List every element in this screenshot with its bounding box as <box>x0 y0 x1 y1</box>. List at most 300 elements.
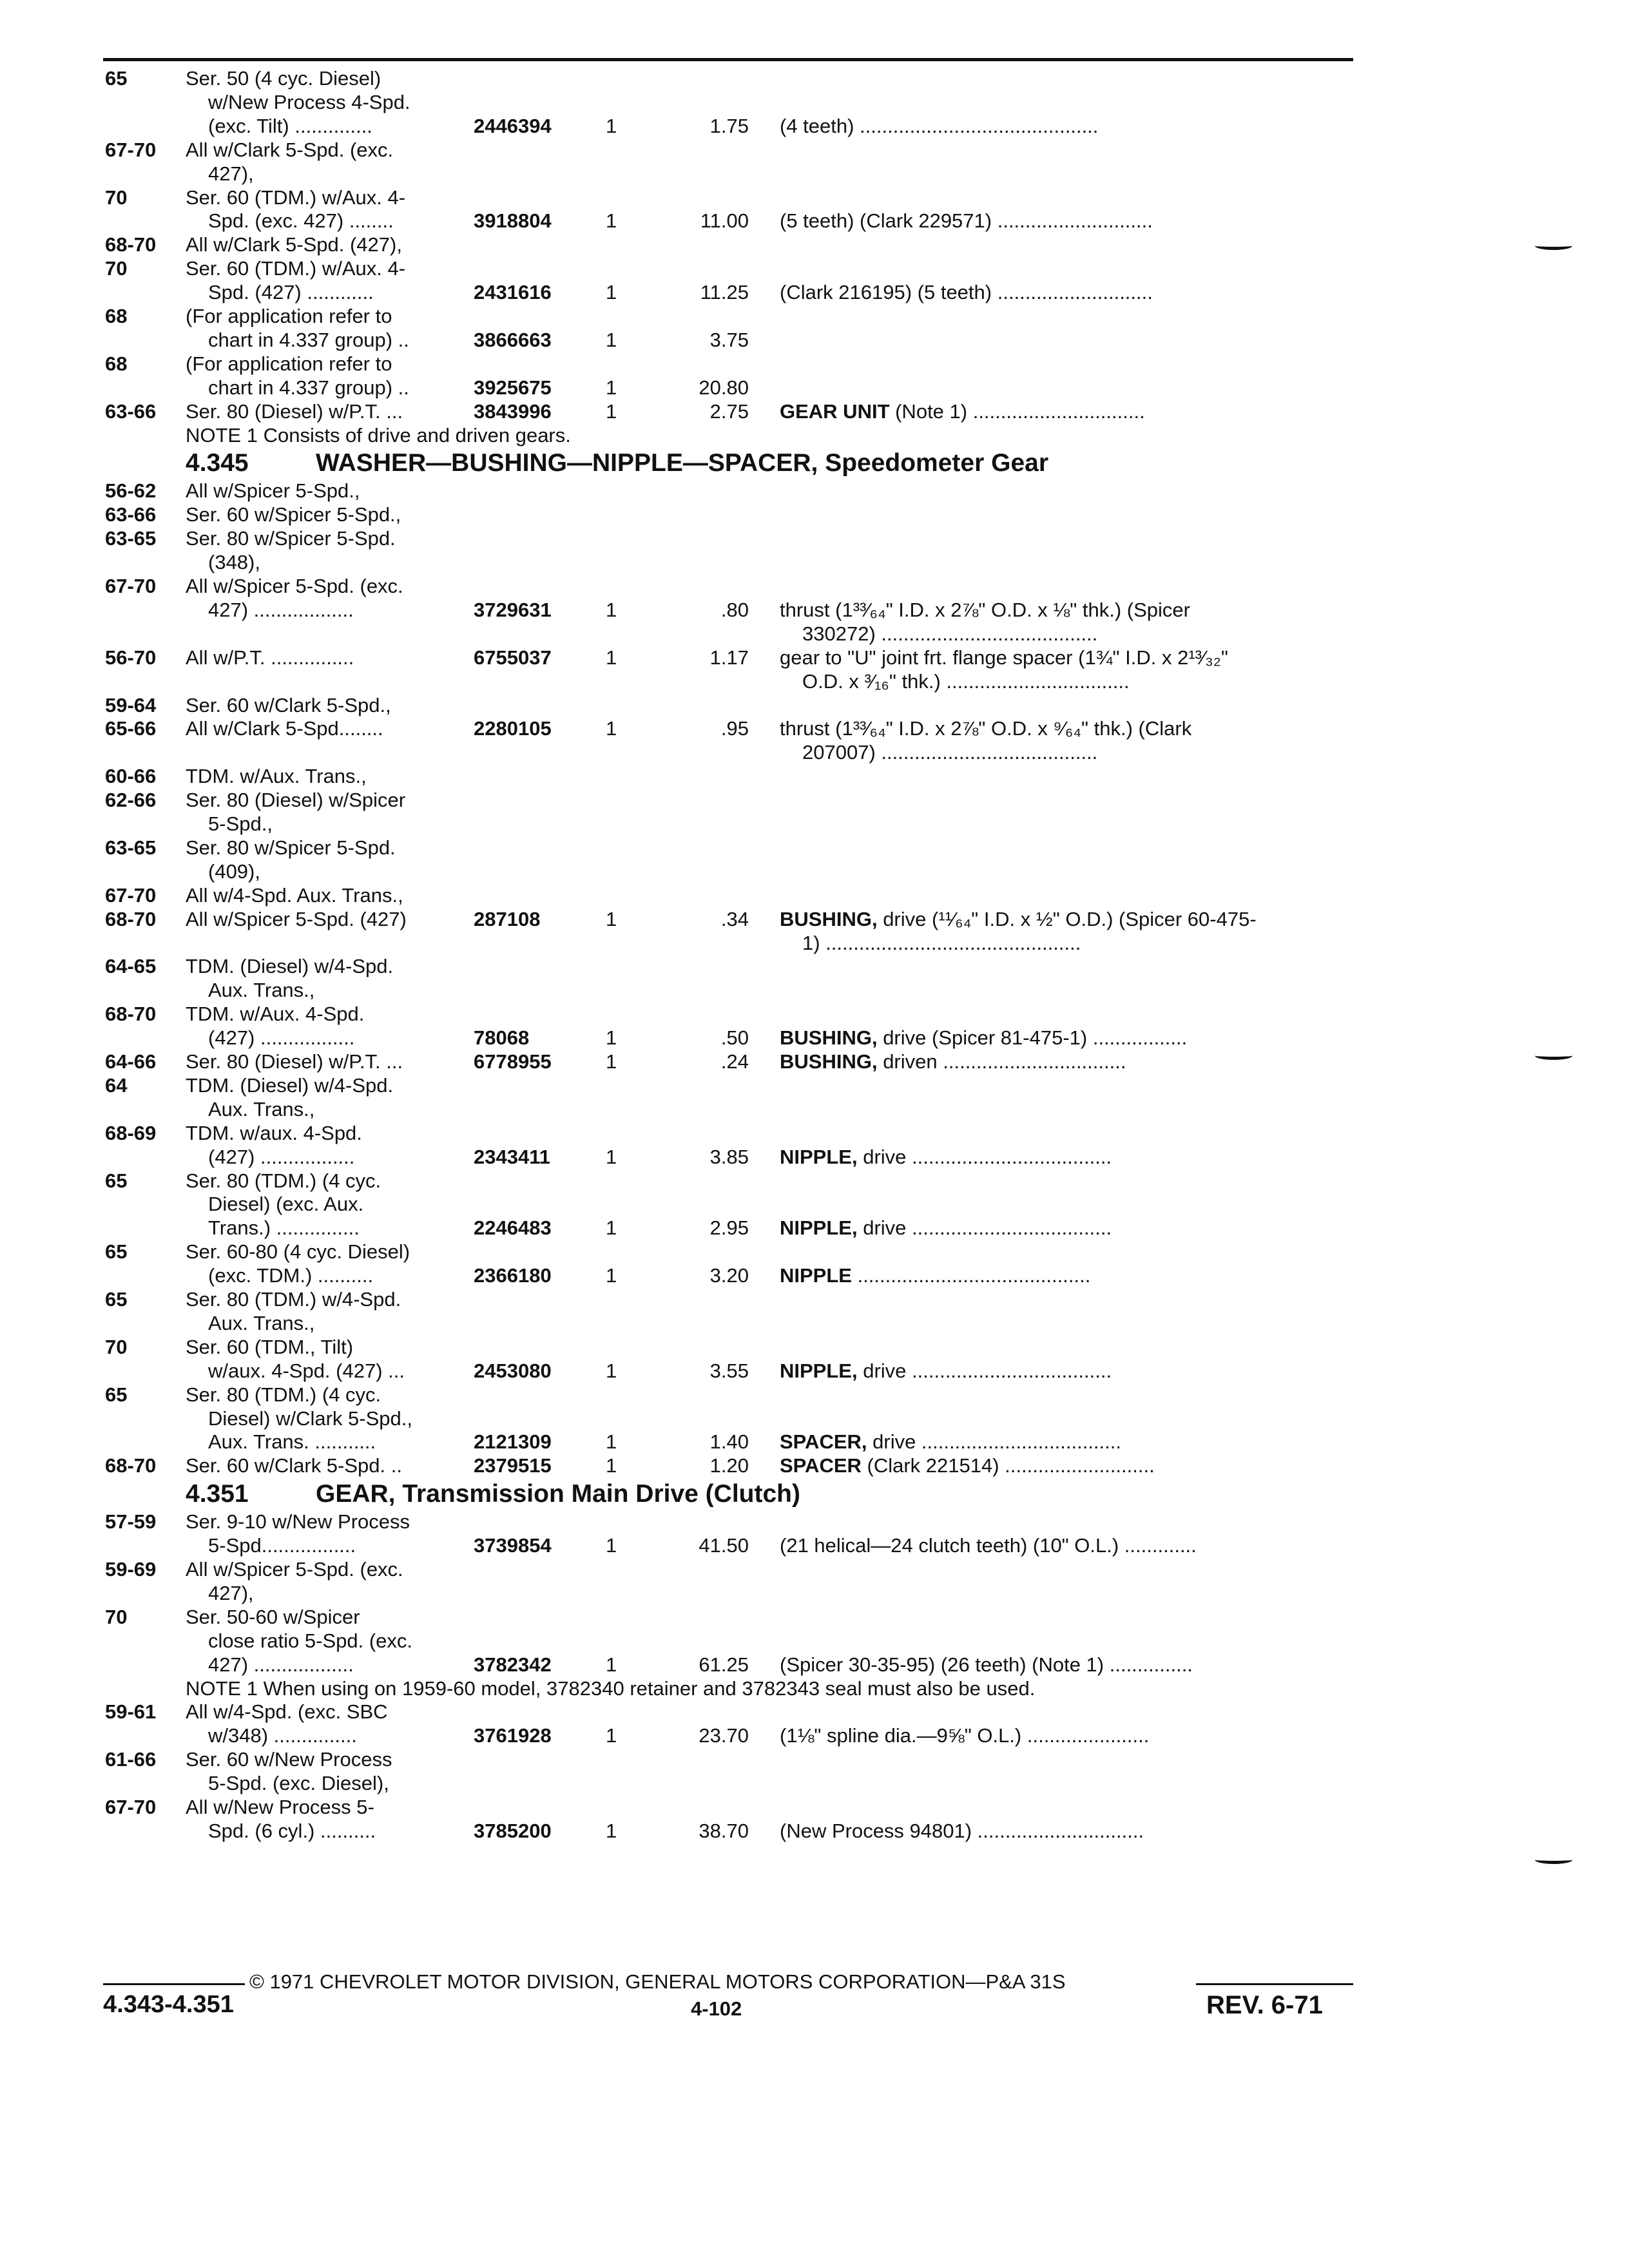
part-number: 3843996 <box>474 399 552 423</box>
application: Ser. 50-60 w/Spicer <box>186 1605 360 1628</box>
entry-line <box>0 1336 1629 1359</box>
entry-line <box>0 1026 1629 1050</box>
entry-line <box>0 376 1629 399</box>
entry-line <box>0 352 1629 376</box>
application: Ser. 80 (Diesel) w/P.T. ... <box>186 399 403 423</box>
entry-line <box>0 162 1629 186</box>
application: w/New Process 4-Spd. <box>208 90 410 113</box>
part-name <box>780 1026 1187 1050</box>
part-name <box>780 1360 1112 1383</box>
entry-line <box>0 1772 1629 1795</box>
list-price: .50 <box>720 1026 749 1050</box>
part-number: 3782342 <box>474 1653 552 1676</box>
margin-mark <box>1535 1856 1572 1864</box>
model-years: 68-69 <box>105 1121 157 1144</box>
list-price: 1.20 <box>709 1454 749 1477</box>
part-name <box>780 115 1098 138</box>
entry-line <box>0 1430 1629 1454</box>
model-years: 62-66 <box>105 789 157 812</box>
entry-line <box>0 257 1629 280</box>
entry-line <box>0 67 1629 90</box>
part-name <box>780 717 1191 740</box>
entry-line <box>0 139 1629 162</box>
application: Ser. 60 (TDM.) w/Aux. 4- <box>186 186 406 209</box>
entry-line <box>0 1748 1629 1771</box>
part-number: 3925675 <box>474 376 552 399</box>
part-name <box>780 1430 1121 1454</box>
entry-line <box>0 305 1629 328</box>
application: All w/4-Spd. Aux. Trans., <box>186 883 403 907</box>
list-price: 11.00 <box>700 209 749 233</box>
part-name-bold: GEAR UNIT <box>780 399 890 423</box>
quantity: 1 <box>606 717 617 740</box>
part-name-bold: NIPPLE <box>780 1264 852 1287</box>
part-number: 3866663 <box>474 328 552 351</box>
part-number: 2379515 <box>474 1454 552 1477</box>
entry-line <box>0 908 1629 931</box>
list-price: .34 <box>720 907 749 930</box>
application: Ser. 80 (TDM.) (4 cyc. <box>186 1169 381 1192</box>
part-name-text: drive (¹¹⁄₆₄" I.D. x ½" O.D.) (Spicer 60-475- <box>877 907 1257 930</box>
model-years: 67-70 <box>105 138 157 161</box>
part-name-text: gear to "U" joint frt. flange spacer (1¾" I.D. x 2¹³⁄₃₂" <box>780 646 1228 669</box>
quantity: 1 <box>606 1359 617 1382</box>
part-name-text: drive .................................... <box>857 1145 1112 1168</box>
list-price: 3.85 <box>709 1145 749 1168</box>
application: All w/Spicer 5-Spd. (exc. <box>186 1558 403 1581</box>
application: TDM. (Diesel) w/4-Spd. <box>186 1073 394 1097</box>
part-number: 2453080 <box>474 1359 552 1382</box>
model-years: 68-70 <box>105 907 157 930</box>
entry-line <box>0 329 1629 352</box>
entry-line <box>0 1454 1629 1477</box>
application: 5-Spd. (exc. Diesel), <box>208 1772 389 1795</box>
part-number: 3739854 <box>474 1534 552 1557</box>
list-price: 3.75 <box>709 328 749 351</box>
quantity: 1 <box>606 1216 617 1240</box>
application: Ser. 9-10 w/New Process <box>186 1510 410 1533</box>
quantity: 1 <box>606 209 617 233</box>
entry-line <box>0 1288 1629 1311</box>
application: All w/New Process 5- <box>186 1796 374 1818</box>
application: TDM. (Diesel) w/4-Spd. <box>186 955 394 978</box>
application: Aux. Trans., <box>208 1097 315 1120</box>
list-price: 3.55 <box>709 1359 749 1382</box>
entry-line <box>0 741 1629 764</box>
entry-line <box>0 400 1629 423</box>
model-years: 63-65 <box>105 527 157 550</box>
application: Aux. Trans., <box>208 979 315 1002</box>
entry-line <box>0 1820 1629 1843</box>
application: TDM. w/Aux. 4-Spd. <box>186 1003 365 1026</box>
part-name-bold: BUSHING, <box>780 1026 878 1050</box>
part-name-bold: NIPPLE, <box>780 1216 858 1240</box>
entry-line <box>0 91 1629 114</box>
part-name-bold: BUSHING, <box>780 907 878 930</box>
section-title-bold: WASHER—BUSHING—NIPPLE—SPACER, <box>316 449 818 477</box>
part-number: 2446394 <box>474 114 552 137</box>
model-years: 68-70 <box>105 1003 157 1026</box>
entry-line <box>0 1264 1629 1287</box>
entry-line <box>0 1629 1629 1653</box>
list-price: 1.75 <box>709 114 749 137</box>
model-years: 70 <box>105 1335 128 1358</box>
application: Ser. 50 (4 cyc. Diesel) <box>186 67 381 90</box>
list-price: 1.40 <box>709 1430 749 1454</box>
application: TDM. w/aux. 4-Spd. <box>186 1121 362 1144</box>
part-name-text: thrust (1³³⁄₆₄" I.D. x 2⅞" O.D. x ⅛" thk.) (Spicer <box>780 598 1190 621</box>
application: Ser. 60 (TDM., Tilt) <box>186 1335 354 1358</box>
part-name <box>780 1050 1126 1073</box>
entry-line <box>0 646 1629 669</box>
entry-line <box>0 836 1629 860</box>
model-years: 70 <box>105 1605 128 1628</box>
quantity: 1 <box>606 598 617 621</box>
list-price: 61.25 <box>699 1653 749 1676</box>
application: Ser. 60-80 (4 cyc. Diesel) <box>186 1240 410 1264</box>
quantity: 1 <box>606 1430 617 1454</box>
entry-line <box>0 575 1629 598</box>
application: Ser. 80 (TDM.) w/4-Spd. <box>186 1288 401 1311</box>
part-name <box>780 1653 1193 1677</box>
application: Trans.) ............... <box>208 1216 360 1240</box>
model-years: 68 <box>105 352 128 375</box>
part-name-text: (5 teeth) (Clark 229571) ............................ <box>780 209 1153 233</box>
entry-line <box>0 479 1629 503</box>
model-years: 70 <box>105 257 128 280</box>
entry-line <box>0 765 1629 788</box>
part-name-text: drive .................................... <box>857 1359 1112 1382</box>
entry-line <box>0 115 1629 138</box>
part-name-bold: SPACER <box>780 1454 862 1477</box>
entry-line <box>0 281 1629 304</box>
entry-line <box>0 1534 1629 1557</box>
model-years: 61-66 <box>105 1748 157 1771</box>
part-name-text: (21 helical—24 clutch teeth) (10" O.L.) ............. <box>780 1534 1197 1557</box>
part-name-bold: SPACER, <box>780 1430 867 1454</box>
footer-page-number: 4-102 <box>691 1997 742 2020</box>
model-years: 64-66 <box>105 1050 157 1073</box>
application: Ser. 80 (Diesel) w/P.T. ... <box>186 1050 403 1073</box>
entry-line <box>0 186 1629 209</box>
model-years: 65 <box>105 1169 128 1192</box>
part-name <box>780 1146 1112 1169</box>
part-name-bold: BUSHING, <box>780 1050 878 1073</box>
entry-line <box>0 1312 1629 1335</box>
margin-mark <box>1535 242 1572 250</box>
part-name-text: (4 teeth) ........................................... <box>780 114 1099 137</box>
part-name <box>780 1724 1149 1747</box>
quantity: 1 <box>606 1145 617 1168</box>
part-name <box>780 1454 1155 1477</box>
model-years: 68-70 <box>105 1454 157 1477</box>
footer-copyright: © 1971 CHEVROLET MOTOR DIVISION, GENERAL MOTORS CORPORATION—P&A 31S <box>249 1970 1066 1993</box>
entry-line <box>0 1003 1629 1026</box>
part-name <box>780 209 1153 233</box>
part-name-continued: 207007) ....................................... <box>802 741 1098 764</box>
part-name-text: (Note 1) ............................... <box>889 399 1145 423</box>
part-name <box>780 281 1153 304</box>
application: Aux. Trans., <box>208 1311 315 1334</box>
part-name-continued: O.D. x ³⁄₁₆" thk.) ................................. <box>802 669 1130 693</box>
footer-range: 4.343-4.351 <box>103 1991 234 2018</box>
entry-line <box>0 812 1629 836</box>
quantity: 1 <box>606 646 617 669</box>
list-price: 1.17 <box>709 646 749 669</box>
entry-line <box>0 1074 1629 1097</box>
entry-line <box>0 1216 1629 1240</box>
entry-line <box>0 599 1629 622</box>
entry-line <box>0 1122 1629 1145</box>
entry-line <box>0 1098 1629 1121</box>
quantity: 1 <box>606 1653 617 1676</box>
entry-line <box>0 1360 1629 1383</box>
entry-line <box>0 1796 1629 1819</box>
entry-line <box>0 694 1629 717</box>
entry-line <box>0 1169 1629 1193</box>
application: Ser. 60 (TDM.) w/Aux. 4- <box>186 257 406 280</box>
entry-line <box>0 955 1629 978</box>
application: All w/P.T. ............... <box>186 646 354 669</box>
part-number: 6755037 <box>474 646 552 669</box>
part-name <box>780 1264 1090 1287</box>
model-years: 67-70 <box>105 1796 157 1818</box>
entry-line <box>0 1407 1629 1430</box>
model-years: 60-66 <box>105 765 157 788</box>
application: Aux. Trans. ........... <box>208 1430 376 1454</box>
application: Diesel) w/Clark 5-Spd., <box>208 1407 412 1430</box>
entry-line <box>0 1724 1629 1747</box>
section-title <box>316 447 1048 479</box>
application: chart in 4.337 group) .. <box>208 376 409 399</box>
application: (exc. TDM.) .......... <box>208 1264 374 1287</box>
part-name-text: driven ................................. <box>877 1050 1126 1073</box>
model-years: 65 <box>105 1383 128 1406</box>
quantity: 1 <box>606 281 617 304</box>
application: All w/Spicer 5-Spd., <box>186 479 360 503</box>
section-title-rest: Speedometer Gear <box>818 449 1049 477</box>
model-years: 57-59 <box>105 1510 157 1533</box>
part-number: 2246483 <box>474 1216 552 1240</box>
quantity: 1 <box>606 399 617 423</box>
part-name-text: .......................................... <box>851 1264 1091 1287</box>
application: Diesel) (exc. Aux. <box>208 1193 364 1216</box>
note-line <box>0 424 1629 447</box>
application: (For application refer to <box>186 305 392 327</box>
entry-line <box>0 979 1629 1002</box>
list-price: 11.25 <box>700 281 749 304</box>
part-name-text: (Clark 216195) (5 teeth) ............................ <box>780 281 1153 304</box>
application: (427) ................. <box>208 1145 355 1168</box>
model-years: 64-65 <box>105 955 157 978</box>
part-name-text: thrust (1³³⁄₆₄" I.D. x 2⅞" O.D. x ⁹⁄₆₄" thk.) (Clark <box>780 717 1192 740</box>
model-years: 68-70 <box>105 233 157 256</box>
quantity: 1 <box>606 1819 617 1842</box>
part-name-text: (Spicer 30-35-95) (26 teeth) (Note 1) ............... <box>780 1653 1193 1676</box>
model-years: 63-66 <box>105 503 157 526</box>
part-number: 2280105 <box>474 717 552 740</box>
part-number: 2366180 <box>474 1264 552 1287</box>
part-name <box>780 400 1145 423</box>
margin-mark <box>1535 1052 1572 1060</box>
model-years: 63-65 <box>105 836 157 859</box>
application: (409), <box>208 860 260 883</box>
model-years: 56-70 <box>105 646 157 669</box>
entry-line <box>0 233 1629 256</box>
entry-line <box>0 932 1629 955</box>
model-years: 64 <box>105 1073 128 1097</box>
list-price: 20.80 <box>699 376 749 399</box>
model-years: 65 <box>105 1288 128 1311</box>
application: (348), <box>208 551 260 574</box>
part-name-bold: NIPPLE, <box>780 1359 858 1382</box>
section-number: 4.351 <box>186 1480 249 1508</box>
application: close ratio 5-Spd. (exc. <box>208 1629 413 1652</box>
entry-line <box>0 551 1629 574</box>
note-text: NOTE 1 Consists of drive and driven gears. <box>186 423 571 447</box>
application: (exc. Tilt) .............. <box>208 114 372 137</box>
model-years: 67-70 <box>105 575 157 597</box>
quantity: 1 <box>606 114 617 137</box>
entry-line <box>0 1582 1629 1605</box>
quantity: 1 <box>606 328 617 351</box>
entry-line <box>0 860 1629 883</box>
entry-line <box>0 717 1629 740</box>
application: All w/Spicer 5-Spd. (exc. <box>186 575 403 597</box>
application: Ser. 80 (Diesel) w/Spicer <box>186 789 406 812</box>
quantity: 1 <box>606 1264 617 1287</box>
part-name-text: drive .................................... <box>857 1216 1112 1240</box>
entry-line <box>0 1653 1629 1677</box>
application: Ser. 80 (TDM.) (4 cyc. <box>186 1383 381 1406</box>
model-years: 56-62 <box>105 479 157 503</box>
section-title <box>316 1478 800 1510</box>
application: All w/Clark 5-Spd........ <box>186 717 383 740</box>
model-years: 59-69 <box>105 1558 157 1581</box>
application: Spd. (exc. 427) ........ <box>208 209 394 233</box>
section-title-bold: GEAR, <box>316 1480 396 1508</box>
entry-line <box>0 527 1629 550</box>
part-number: 6778955 <box>474 1050 552 1073</box>
part-name <box>780 646 1228 669</box>
application: (427) ................. <box>208 1026 355 1050</box>
application: w/aux. 4-Spd. (427) ... <box>208 1359 405 1382</box>
model-years: 70 <box>105 186 128 209</box>
application: All w/Clark 5-Spd. (427), <box>186 233 402 256</box>
part-name-text: drive (Spicer 81-475-1) ................. <box>877 1026 1188 1050</box>
part-name <box>780 599 1190 622</box>
part-name-text: (1⅛" spline dia.—9⅝" O.L.) ...................... <box>780 1724 1150 1747</box>
model-years: 65-66 <box>105 717 157 740</box>
part-name-continued: 330272) ....................................... <box>802 622 1098 645</box>
entry-line <box>0 1193 1629 1216</box>
footer-rule-right <box>1196 1983 1353 1985</box>
note-text: NOTE 1 When using on 1959-60 model, 3782340 retainer and 3782343 seal must also be used. <box>186 1677 1036 1700</box>
footer-rule-left <box>103 1983 245 1985</box>
list-price: 2.75 <box>709 399 749 423</box>
list-price: .95 <box>720 717 749 740</box>
note-line <box>0 1677 1629 1700</box>
part-name-text: (Clark 221514) ........................... <box>861 1454 1155 1477</box>
top-rule <box>103 58 1353 61</box>
entry-line <box>0 1700 1629 1724</box>
entry-line <box>0 1606 1629 1629</box>
model-years: 63-66 <box>105 399 157 423</box>
application: 5-Spd................. <box>208 1534 356 1557</box>
entry-line <box>0 1510 1629 1533</box>
quantity: 1 <box>606 1454 617 1477</box>
part-name <box>780 908 1257 931</box>
part-number: 287108 <box>474 907 541 930</box>
application: 427), <box>208 1581 254 1604</box>
application: Ser. 80 w/Spicer 5-Spd. <box>186 836 396 859</box>
model-years: 68 <box>105 305 128 327</box>
application: All w/Spicer 5-Spd. (427) <box>186 907 407 930</box>
quantity: 1 <box>606 1026 617 1050</box>
part-number: 78068 <box>474 1026 530 1050</box>
part-name-text: (New Process 94801) .............................. <box>780 1819 1144 1842</box>
list-price: 23.70 <box>699 1724 749 1747</box>
quantity: 1 <box>606 376 617 399</box>
quantity: 1 <box>606 1724 617 1747</box>
part-number: 3761928 <box>474 1724 552 1747</box>
model-years: 65 <box>105 67 128 90</box>
application: 427), <box>208 162 254 185</box>
entry-line <box>0 1146 1629 1169</box>
entry-line <box>0 1240 1629 1264</box>
entry-line <box>0 884 1629 907</box>
list-price: .24 <box>720 1050 749 1073</box>
model-years: 59-61 <box>105 1700 157 1724</box>
application: 5-Spd., <box>208 812 273 835</box>
part-number: 3729631 <box>474 598 552 621</box>
list-price: 2.95 <box>709 1216 749 1240</box>
list-price: .80 <box>720 598 749 621</box>
application: All w/Clark 5-Spd. (exc. <box>186 138 394 161</box>
model-years: 65 <box>105 1240 128 1264</box>
part-name <box>780 1216 1112 1240</box>
entry-line <box>0 503 1629 526</box>
application: Ser. 60 w/Clark 5-Spd., <box>186 693 391 716</box>
application: Ser. 60 w/Spicer 5-Spd., <box>186 503 401 526</box>
application: All w/4-Spd. (exc. SBC <box>186 1700 388 1724</box>
application: (For application refer to <box>186 352 392 375</box>
application: w/348) ............... <box>208 1724 357 1747</box>
part-name-text: drive .................................... <box>867 1430 1121 1454</box>
entry-line <box>0 1558 1629 1581</box>
application: chart in 4.337 group) .. <box>208 328 409 351</box>
entry-line <box>0 1050 1629 1073</box>
application: Spd. (427) ............ <box>208 281 374 304</box>
application: Spd. (6 cyl.) .......... <box>208 1819 376 1842</box>
entry-line <box>0 209 1629 233</box>
quantity: 1 <box>606 1534 617 1557</box>
application: Ser. 60 w/New Process <box>186 1748 392 1771</box>
part-number: 2431616 <box>474 281 552 304</box>
list-price: 3.20 <box>709 1264 749 1287</box>
entry-line <box>0 622 1629 646</box>
application: TDM. w/Aux. Trans., <box>186 765 367 788</box>
footer-revision: REV. 6-71 <box>1206 1991 1323 2019</box>
entry-line <box>0 670 1629 693</box>
section-title-rest: Transmission Main Drive (Clutch) <box>395 1480 800 1508</box>
model-years: 67-70 <box>105 883 157 907</box>
list-price: 38.70 <box>699 1819 749 1842</box>
part-name <box>780 1820 1144 1843</box>
entry-line <box>0 789 1629 812</box>
quantity: 1 <box>606 1050 617 1073</box>
quantity: 1 <box>606 907 617 930</box>
